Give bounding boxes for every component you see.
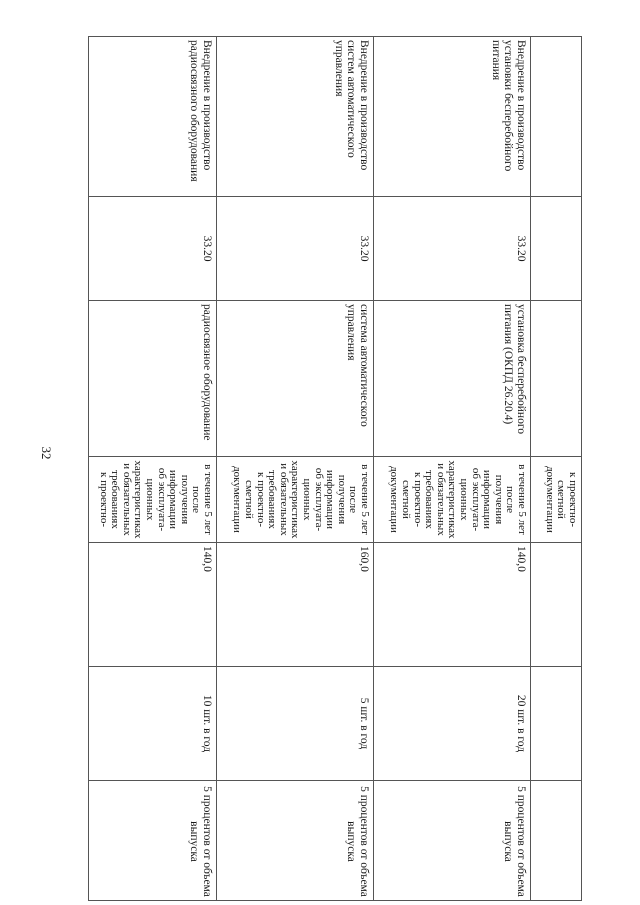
table-frame: [88, 36, 582, 901]
investment-projects-table: [88, 36, 582, 901]
table-row: [374, 37, 531, 901]
share-cell: [531, 780, 581, 901]
share-cell: 5 процентов от объема выпуска: [88, 780, 216, 901]
table-row: [531, 37, 581, 901]
table-row: [88, 37, 217, 901]
share-cell: 5 процентов от объема выпуска: [374, 780, 530, 901]
term-cell: к проектно- сметной документации: [531, 456, 581, 542]
code-cell: 33.20: [374, 196, 530, 300]
term-cell: в течение 5 лет после получения информации об эксплуата- ционных характеристиках и обязательных требованиях к проектно- сметной документации: [217, 456, 373, 542]
product-cell: установка бесперебойного питания (ОКПД 26.20.4): [374, 300, 530, 456]
volume-cell: [531, 666, 581, 780]
code-cell: [531, 196, 581, 300]
code-cell: 33.20: [217, 196, 373, 300]
project-cell: [531, 37, 581, 196]
share-cell: 5 процентов от объема выпуска: [217, 780, 373, 901]
cost-cell: 160,0: [217, 542, 373, 666]
cost-cell: 140,0: [374, 542, 530, 666]
volume-cell: 5 шт. в год: [217, 666, 373, 780]
volume-cell: 10 шт. в год: [88, 666, 216, 780]
volume-cell: 20 шт. в год: [374, 666, 530, 780]
product-cell: [531, 300, 581, 456]
cost-cell: [531, 542, 581, 666]
term-cell: в течение 5 лет после получения информации об эксплуата- ционных характеристиках и обязательных требованиях к проектно-: [88, 456, 216, 542]
cost-cell: 140,0: [88, 542, 216, 666]
project-cell: Внедрение в производство установки бесперебойного питания: [489, 40, 527, 172]
table-row: [217, 37, 374, 901]
term-cell: в течение 5 лет после получения информации об эксплуата- ционных характеристиках и обязательных требованиях к проектно- сметной документации: [374, 456, 530, 542]
page-number: 32: [39, 446, 54, 460]
project-cell: Внедрение в производство систем автоматического управления: [332, 40, 370, 171]
code-cell: 33.20: [88, 196, 216, 300]
project-cell: Внедрение в производство радиосвязного оборудования: [188, 40, 213, 182]
product-cell: радиосвязное оборудование: [88, 300, 216, 456]
product-cell: система автоматического управления: [217, 300, 373, 456]
